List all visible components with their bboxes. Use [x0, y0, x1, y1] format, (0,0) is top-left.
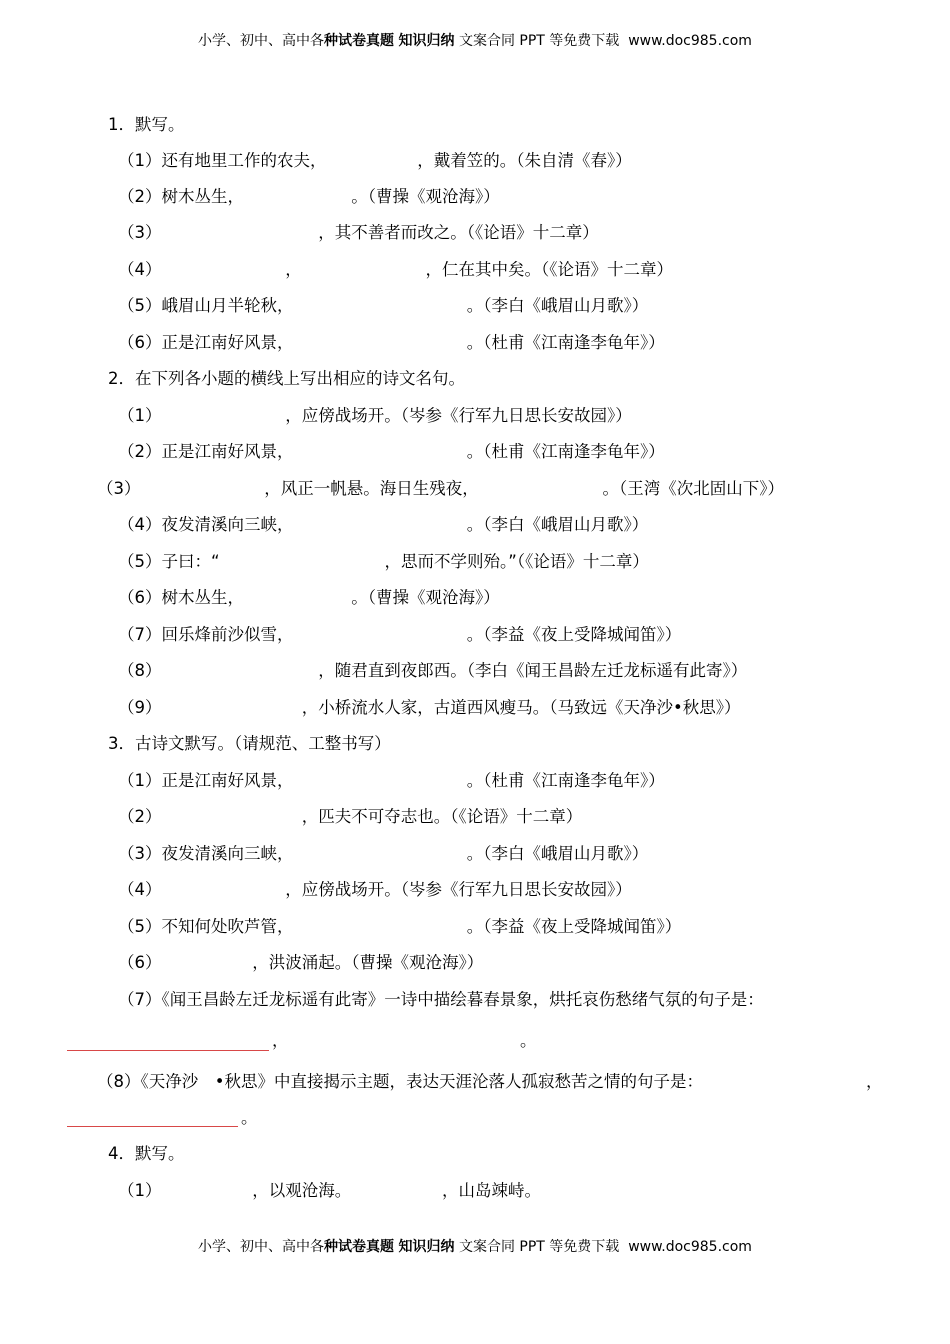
footer-knowledge: 知识归纳	[398, 1239, 455, 1255]
q2-item-9: （9） ，小桥流水人家，古道西风瘦马。（马致远《天净沙•秋思》）	[118, 698, 741, 717]
footer-suffix: 文案合同 PPT 等免费下载	[458, 1239, 620, 1255]
q3-item-7-period: 。	[520, 1031, 537, 1050]
q3-item-8-answer-line[interactable]	[67, 1126, 238, 1127]
header-url[interactable]: www.doc985.com	[628, 33, 752, 49]
q3-item-2: （2） ，匹夫不可夺志也。（《论语》十二章）	[118, 807, 583, 826]
q3-item-1: （1）正是江南好风景， 。（杜甫《江南逢李龟年》）	[118, 771, 665, 790]
q2-item-8: （8） ，随君直到夜郎西。（李白《闻王昌龄左迁龙标遥有此寄》）	[118, 661, 748, 680]
q2-item-5: （5）子曰：“ ，思而不学则殆。”（《论语》十二章）	[118, 552, 649, 571]
header-bold: 种试卷真题	[324, 33, 395, 49]
q3-item-8-period: 。	[241, 1108, 258, 1127]
q1-item-5: （5）峨眉山月半轮秋， 。（李白《峨眉山月歌》）	[118, 296, 649, 315]
q3-item-6: （6） ，洪波涌起。（曹操《观沧海》）	[118, 953, 484, 972]
header-prefix: 小学、初中、高中各	[198, 33, 325, 49]
q1-item-1: （1）还有地里工作的农夫， ，戴着笠的。（朱自清《春》）	[118, 151, 632, 170]
footer-prefix: 小学、初中、高中各	[198, 1239, 325, 1255]
q1-item-6: （6）正是江南好风景， 。（杜甫《江南逢李龟年》）	[118, 333, 665, 352]
q3-item-7-comma: ，	[272, 1031, 289, 1050]
q3-item-8-comma: ，	[866, 1072, 883, 1091]
q3-item-8: （8）《天净沙 •秋思》中直接揭示主题，表达天涯沦落人孤寂愁苦之情的句子是：	[97, 1072, 703, 1091]
page-header	[0, 30, 950, 50]
q3-item-7-answer-line[interactable]	[67, 1050, 269, 1051]
q2-item-7: （7）回乐烽前沙似雪， 。（李益《夜上受降城闻笛》）	[118, 625, 682, 644]
q3-item-5: （5）不知何处吹芦管， 。（李益《夜上受降城闻笛》）	[118, 917, 682, 936]
q3-title: 3．古诗文默写。（请规范、工整书写）	[108, 734, 391, 753]
q3-item-3: （3）夜发清溪向三峡， 。（李白《峨眉山月歌》）	[118, 844, 649, 863]
header-knowledge: 知识归纳	[398, 33, 455, 49]
q1-title: 1．默写。	[108, 115, 185, 134]
header-suffix: 文案合同 PPT 等免费下载	[458, 33, 620, 49]
q2-item-4: （4）夜发清溪向三峡， 。（李白《峨眉山月歌》）	[118, 515, 649, 534]
q2-item-2: （2）正是江南好风景， 。（杜甫《江南逢李龟年》）	[118, 442, 665, 461]
q2-item-6: （6）树木丛生， 。（曹操《观沧海》）	[118, 588, 500, 607]
q3-item-7: （7）《闻王昌龄左迁龙标遥有此寄》一诗中描绘暮春景象，烘托哀伤愁绪气氛的句子是：	[118, 990, 764, 1009]
footer-url[interactable]: www.doc985.com	[628, 1239, 752, 1255]
q2-item-3: （3） ，风正一帆悬。海日生残夜， 。（王湾《次北固山下》）	[97, 479, 784, 498]
q4-title: 4．默写。	[108, 1144, 185, 1163]
q2-item-1: （1） ，应傍战场开。（岑参《行军九日思长安故园》）	[118, 406, 632, 425]
footer-bold: 种试卷真题	[324, 1239, 395, 1255]
q3-item-4: （4） ，应傍战场开。（岑参《行军九日思长安故园》）	[118, 880, 632, 899]
q2-title: 2．在下列各小题的横线上写出相应的诗文名句。	[108, 369, 465, 388]
page-footer	[0, 1236, 950, 1256]
q1-item-2: （2）树木丛生， 。（曹操《观沧海》）	[118, 187, 500, 206]
q1-item-4: （4） ， ，仁在其中矣。（《论语》十二章）	[118, 260, 673, 279]
q1-item-3: （3） ，其不善者而改之。（《论语》十二章）	[118, 223, 599, 242]
q4-item-1: （1） ，以观沧海。 ，山岛竦峙。	[118, 1181, 541, 1200]
